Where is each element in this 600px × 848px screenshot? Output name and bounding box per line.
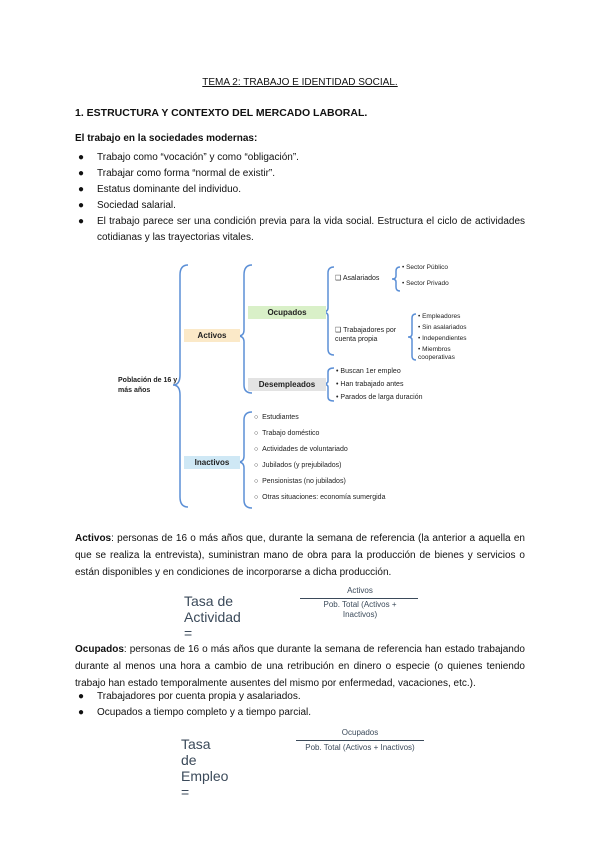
inactivos-box: Inactivos [184, 456, 240, 469]
inactivos-item: ○ Estudiantes [254, 414, 299, 421]
cuenta-propia-label: ❑ Trabajadores por cuenta propia [335, 327, 397, 343]
list-item: ● Trabajadores por cuenta propia y asalariados. [75, 689, 525, 705]
cuenta-propia-item: • Empleadores [418, 313, 461, 320]
checkbox-icon: ❑ [335, 275, 343, 282]
cuenta-propia-item: • Sin asalariados [418, 324, 467, 331]
bullet-icon: ● [78, 216, 85, 227]
formula-denominator: Pob. Total (Activos + Inactivos) [305, 743, 415, 752]
activos-definition: Activos: personas de 16 o más años que, durante la semana de referencia (la anterior a aquella en que se realiza la entrevista), suministran mano de obra para la producción de bienes y servicios o están disponibles y en condiciones de incorporarse a dicha producción. [75, 533, 525, 578]
formula-lhs: Tasa de Actividad = [184, 593, 241, 641]
section-heading: 1. ESTRUCTURA Y CONTEXTO DEL MERCADO LABORAL. [75, 107, 368, 119]
bullet-icon: ● [78, 168, 85, 179]
bullet-icon: ● [78, 691, 85, 702]
fraction-bar [300, 598, 418, 599]
checkbox-icon: ❑ [335, 327, 344, 334]
list-item: ● El trabajo parece ser una condición previa para la vida social. Estructura el ciclo de actividades cotidianas y las trayectorias vitales. [78, 216, 525, 243]
list-item: ● Estatus dominante del individuo. [75, 182, 525, 198]
document-title: TEMA 2: TRABAJO E IDENTIDAD SOCIAL. [202, 77, 398, 88]
subsection-heading: El trabajo en la sociedades modernas: [75, 133, 258, 144]
inactivos-item: ○ Otras situaciones: economía sumergida [254, 494, 386, 501]
fraction-bar [296, 740, 424, 741]
bullet-icon: ● [78, 152, 85, 163]
desempleados-item: • Buscan 1er empleo [336, 368, 401, 375]
bullet-icon: ● [78, 200, 85, 211]
formula-numerator: Activos [347, 586, 373, 595]
ocupados-definition: Ocupados: personas de 16 o más años que durante la semana de referencia han estado trabajando durante al menos una hora a cambio de una retribución en dinero o especie (o quienes teniendo trabajo han estado temporalmente ausentes del mismo por enfermedad, vacaciones, etc.). [75, 644, 525, 689]
cuenta-propia-item: • Independientes [418, 335, 467, 342]
activos-box: Activos [184, 329, 240, 342]
ocupados-bullet-list [75, 689, 525, 721]
inactivos-item: ○ Jubilados (y prejubilados) [254, 462, 342, 469]
list-item: ● Trabajar como forma “normal de existir”. [75, 166, 525, 182]
inactivos-item: ○ Actividades de voluntariado [254, 446, 348, 453]
bullet-icon: ● [78, 184, 85, 195]
asalariados-label: ❑ Asalariados [335, 275, 380, 282]
formula-numerator: Ocupados [341, 728, 379, 737]
inactivos-item: ○ Pensionistas (no jubilados) [254, 478, 346, 485]
formula-denominator: Pob. Total (Activos + Inactivos) [323, 600, 397, 619]
cuenta-propia-item: • Miembros cooperativas [418, 346, 455, 361]
desempleados-box: Desempleados [248, 378, 326, 391]
root-label: Población de 16 y más años [118, 377, 178, 394]
desempleados-item: • Parados de larga duración [336, 394, 423, 401]
bullet-icon: ● [78, 707, 85, 718]
desempleados-item: • Han trabajado antes [336, 381, 404, 388]
asalariados-item: • Sector Público [402, 264, 449, 271]
asalariados-item: • Sector Privado [402, 280, 449, 287]
ocupados-box: Ocupados [248, 306, 326, 319]
list-item: ● Sociedad salarial. [75, 198, 525, 214]
formula-lhs: Tasa de Empleo = [181, 736, 229, 800]
list-item: ● Trabajo como “vocación” y como “obligación”. [75, 150, 525, 166]
list-item: ● Ocupados a tiempo completo y a tiempo parcial. [75, 705, 525, 721]
inactivos-item: ○ Trabajo doméstico [254, 430, 320, 437]
